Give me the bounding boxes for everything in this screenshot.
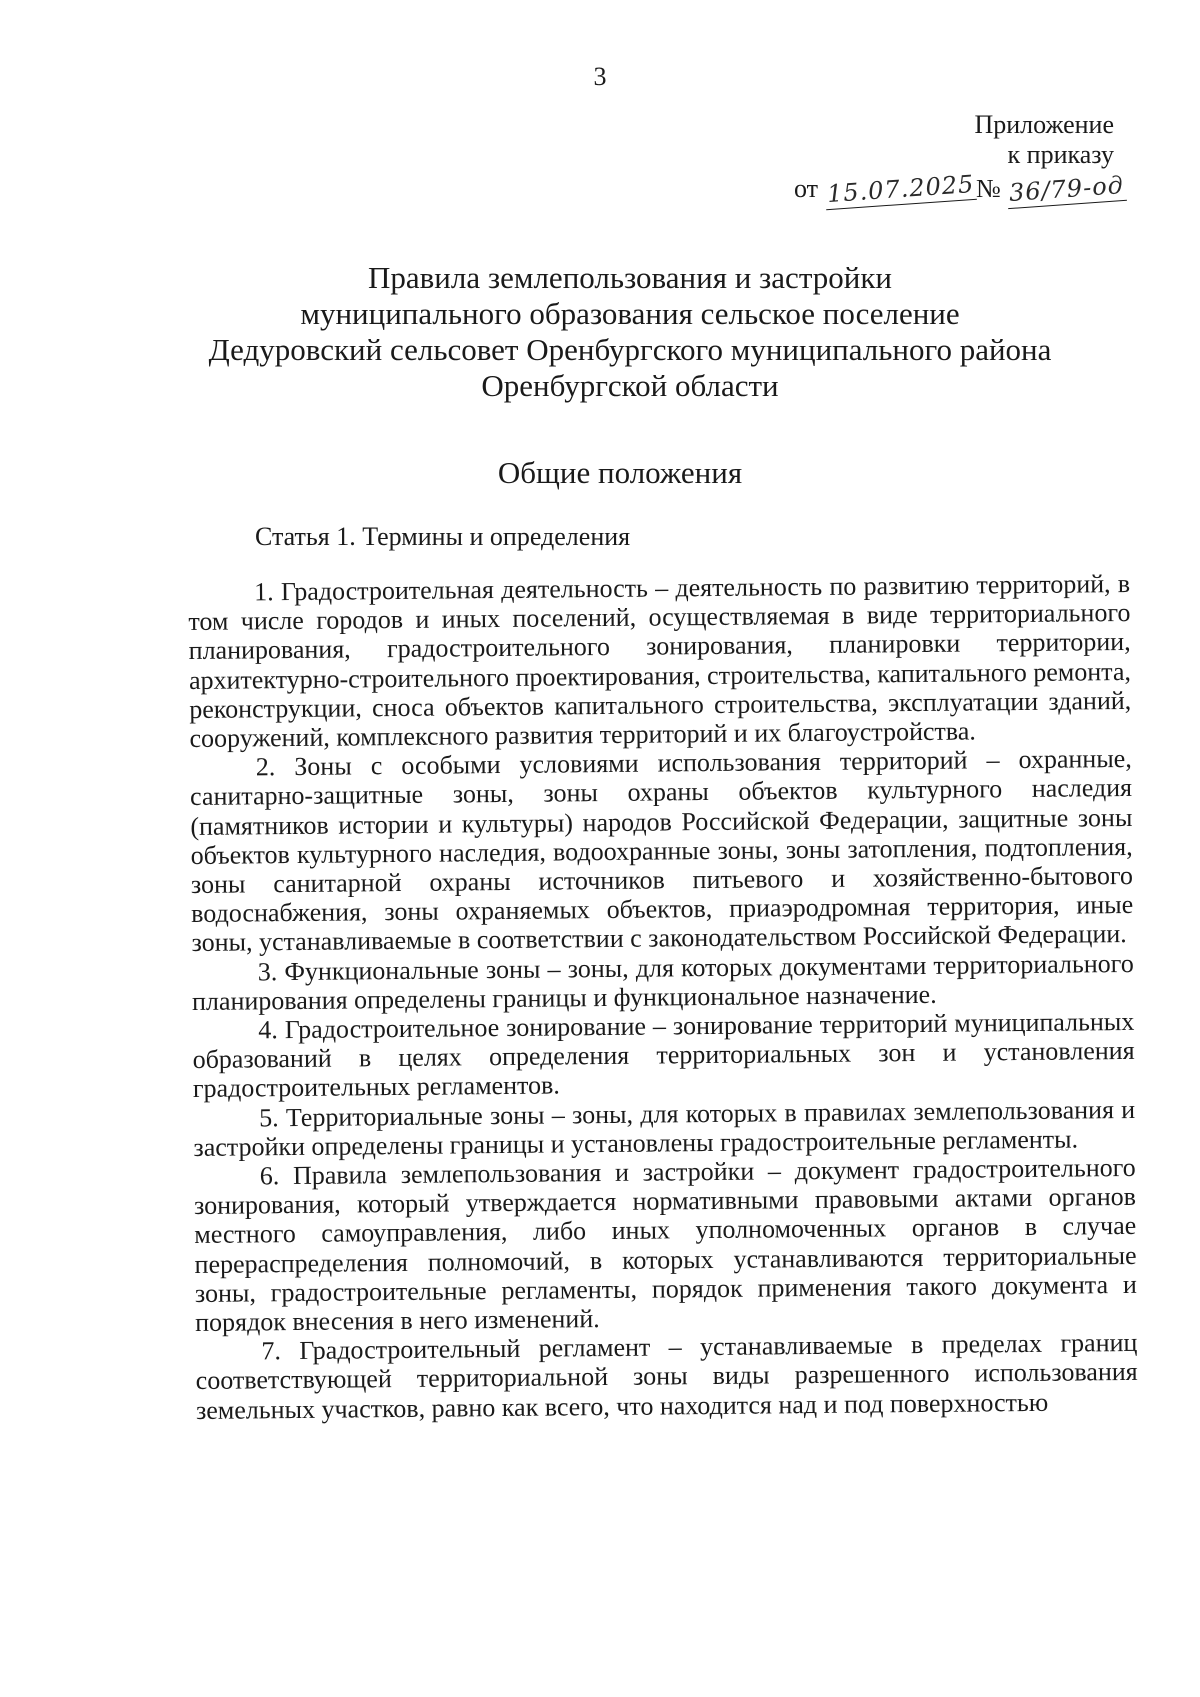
date-prefix: от: [794, 174, 819, 203]
page-number: 3: [593, 62, 607, 91]
handwritten-date: 15.07.2025: [824, 169, 977, 210]
handwritten-order-number: 36/79-од: [1006, 170, 1127, 209]
paragraph-6: 6. Правила землепользования и застройки – документ градостроительного зонирования, который утверждается нормативными правовыми актами органов местного самоуправления, либо иных уполномоченных органов в случае перераспределения полномочий, в которых устанавливаются территориальные зоны, градостроительные регламенты, порядок применения такого документа и порядок внесения в него изменений.: [193, 1152, 1137, 1338]
paragraph-4: 4. Градостроительное зонирование – зонирование территорий муниципальных образований в целях определения территориальных зон и установления градостроительных регламентов.: [192, 1006, 1135, 1104]
order-date-number-line: [794, 169, 1126, 209]
appendix-order-label: к приказу: [1007, 140, 1114, 169]
section-heading: Общие положения: [497, 455, 743, 490]
title-line-2: муниципального образования сельское поселение: [300, 296, 960, 331]
paragraph-7: 7. Градостроительный регламент – устанавливаемые в пределах границ соответствующей территориальной зоны виды разрешенного использования земельных участков, равно как всего, что находится над и под поверхностью: [195, 1328, 1138, 1425]
title-line-3: Дедуровский сельсовет Оренбургского муниципального района: [208, 332, 1052, 367]
document-title: [150, 260, 1110, 404]
paragraph-5: 5. Территориальные зоны – зоны, для которых в правилах землепользования и застройки определены границы и установлены градостроительные регламенты.: [193, 1094, 1136, 1162]
article-heading: Статья 1. Термины и определения: [255, 522, 631, 551]
paragraph-2: 2. Зоны с особыми условиями использования территорий – охранные, санитарно-защитные зоны, зоны охраны объектов культурного наследия (памятников истории и культуры) народов Российской Федерации, защитные зоны объектов культурного наследия, водоохранные зоны, зоны затопления, подтопления, зоны санитарной охраны источников питьевого и хозяйственно-бытового водоснабжения, зоны охраняемых объектов, приаэродромная территория, иные зоны, устанавливаемые в соответствии с законодательством Российской Федерации.: [189, 744, 1134, 958]
title-line-4: Оренбургской области: [481, 368, 779, 403]
number-prefix: №: [975, 174, 1001, 203]
paragraph-3: 3. Функциональные зоны – зоны, для которых документами территориального планирования определены границы и функциональное назначение.: [191, 948, 1134, 1016]
paragraph-1: 1. Градостроительная деятельность – деятельность по развитию территорий, в том числе городов и иных поселений, осуществляемая в виде территориального планирования, градостроительного зонирования, планировки территории, архитектурно-строительного проектирования, строительства, капитального ремонта, реконструкции, сноса объектов капитального строительства, эксплуатации зданий, сооружений, комплексного развития территорий и их благоустройства.: [188, 568, 1132, 754]
title-line-1: Правила землепользования и застройки: [367, 260, 892, 295]
article-body: [188, 569, 1138, 1425]
appendix-block: [794, 110, 1126, 209]
appendix-label: Приложение: [974, 110, 1114, 139]
